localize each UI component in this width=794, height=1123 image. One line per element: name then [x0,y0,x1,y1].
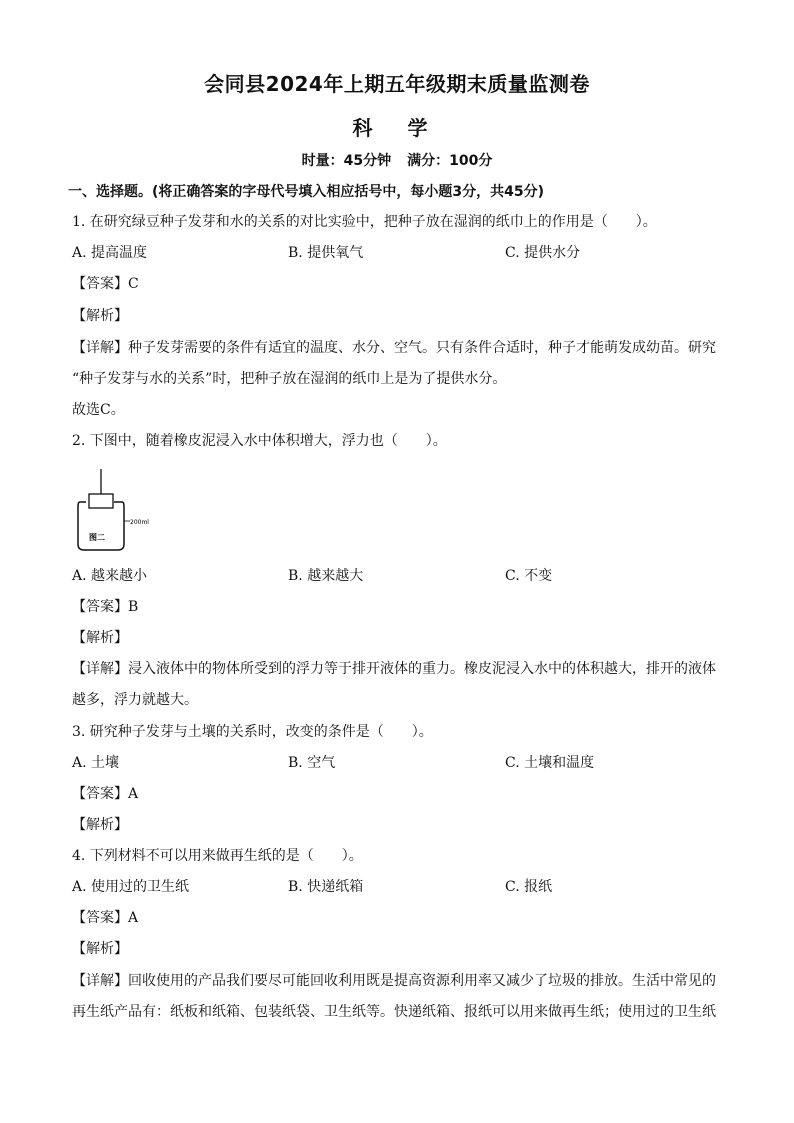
figure-caption: 图二 [89,533,105,542]
detail-text: 回收使用的产品我们要尽可能回收利用既是提高资源利用率又减少了垃圾的排放。生活中常见的 [128,973,716,989]
q4-detail-line-1 [72,971,716,991]
q4-option-b: B. 快递纸箱 [288,879,364,895]
q1-detail-line-2: “种子发芽与水的关系”时，把种子放在湿润的纸巾上是为了提供水分。 [72,371,507,387]
answer-label: 【答案】 [72,910,128,926]
q2-option-c: C. 不变 [505,568,553,584]
detail-label: 【详解】 [72,340,128,356]
answer-value: A [128,910,139,926]
answer-value: A [128,786,139,802]
full-score: 满分：100分 [407,153,493,169]
question-4-stem: 4. 下列材料不可以用来做再生纸的是（ ）。 [72,848,363,864]
exam-title: 会同县2024年上期五年级期末质量监测卷 [204,72,590,96]
q2-option-b: B. 越来越大 [288,568,364,584]
q2-answer [72,597,138,617]
beaker-diagram [74,466,164,558]
answer-label: 【答案】 [72,786,128,802]
q4-option-c: C. 报纸 [505,879,553,895]
q3-option-c: C. 土壤和温度 [505,755,595,771]
detail-text: 浸入液体中的物体所受到的浮力等于排开液体的重力。橡皮泥浸入水中的体积越大，排开的液体 [128,661,716,677]
volume-label: 200ml [130,519,149,526]
q3-option-a: A. 土壤 [72,755,120,771]
subject-title: 科 学 [352,116,442,140]
q1-conclusion: 故选C。 [72,402,125,418]
beaker-figure [74,466,164,562]
q4-analysis-label: 【解析】 [72,941,128,957]
q1-answer [72,274,139,294]
question-2-stem: 2. 下图中，随着橡皮泥浸入水中体积增大，浮力也（ ）。 [72,433,447,449]
answer-label: 【答案】 [72,599,128,615]
question-3-stem: 3. 研究种子发芽与土壤的关系时，改变的条件是（ ）。 [72,724,433,740]
time-limit: 时量：45分钟 [301,153,392,169]
detail-label: 【详解】 [72,661,128,677]
detail-text: 种子发芽需要的条件有适宜的温度、水分、空气。只有条件合适时，种子才能萌发成幼苗。研究 [128,340,716,356]
detail-label: 【详解】 [72,973,128,989]
section-heading: 一、选择题。(将正确答案的字母代号填入相应括号中，每小题3分，共45分) [68,184,545,200]
q4-answer [72,908,138,928]
answer-label: 【答案】 [72,276,128,292]
q3-option-b: B. 空气 [288,755,336,771]
q2-detail-line-1 [72,659,716,679]
exam-meta [0,150,794,170]
answer-value: B [128,599,139,615]
q2-option-a: A. 越来越小 [72,568,148,584]
q4-option-a: A. 使用过的卫生纸 [72,879,190,895]
q2-analysis-label: 【解析】 [72,630,128,646]
q1-option-a: A. 提高温度 [72,245,148,261]
q1-analysis-label: 【解析】 [72,308,128,324]
question-1-stem: 1. 在研究绿豆种子发芽和水的关系的对比实验中，把种子放在湿润的纸巾上的作用是（ ）。 [72,214,657,230]
q4-detail-line-2: 再生纸产品有：纸板和纸箱、包装纸袋、卫生纸等。快递纸箱、报纸可以用来做再生纸；使用过的卫生纸 [72,1004,716,1020]
q3-answer [72,784,138,804]
q1-option-b: B. 提供氧气 [288,245,364,261]
q1-option-c: C. 提供水分 [505,245,581,261]
answer-value: C [128,276,139,292]
q1-detail-line-1 [72,338,716,358]
q2-detail-line-2: 越多，浮力就越大。 [72,692,198,708]
q3-analysis-label: 【解析】 [72,817,128,833]
